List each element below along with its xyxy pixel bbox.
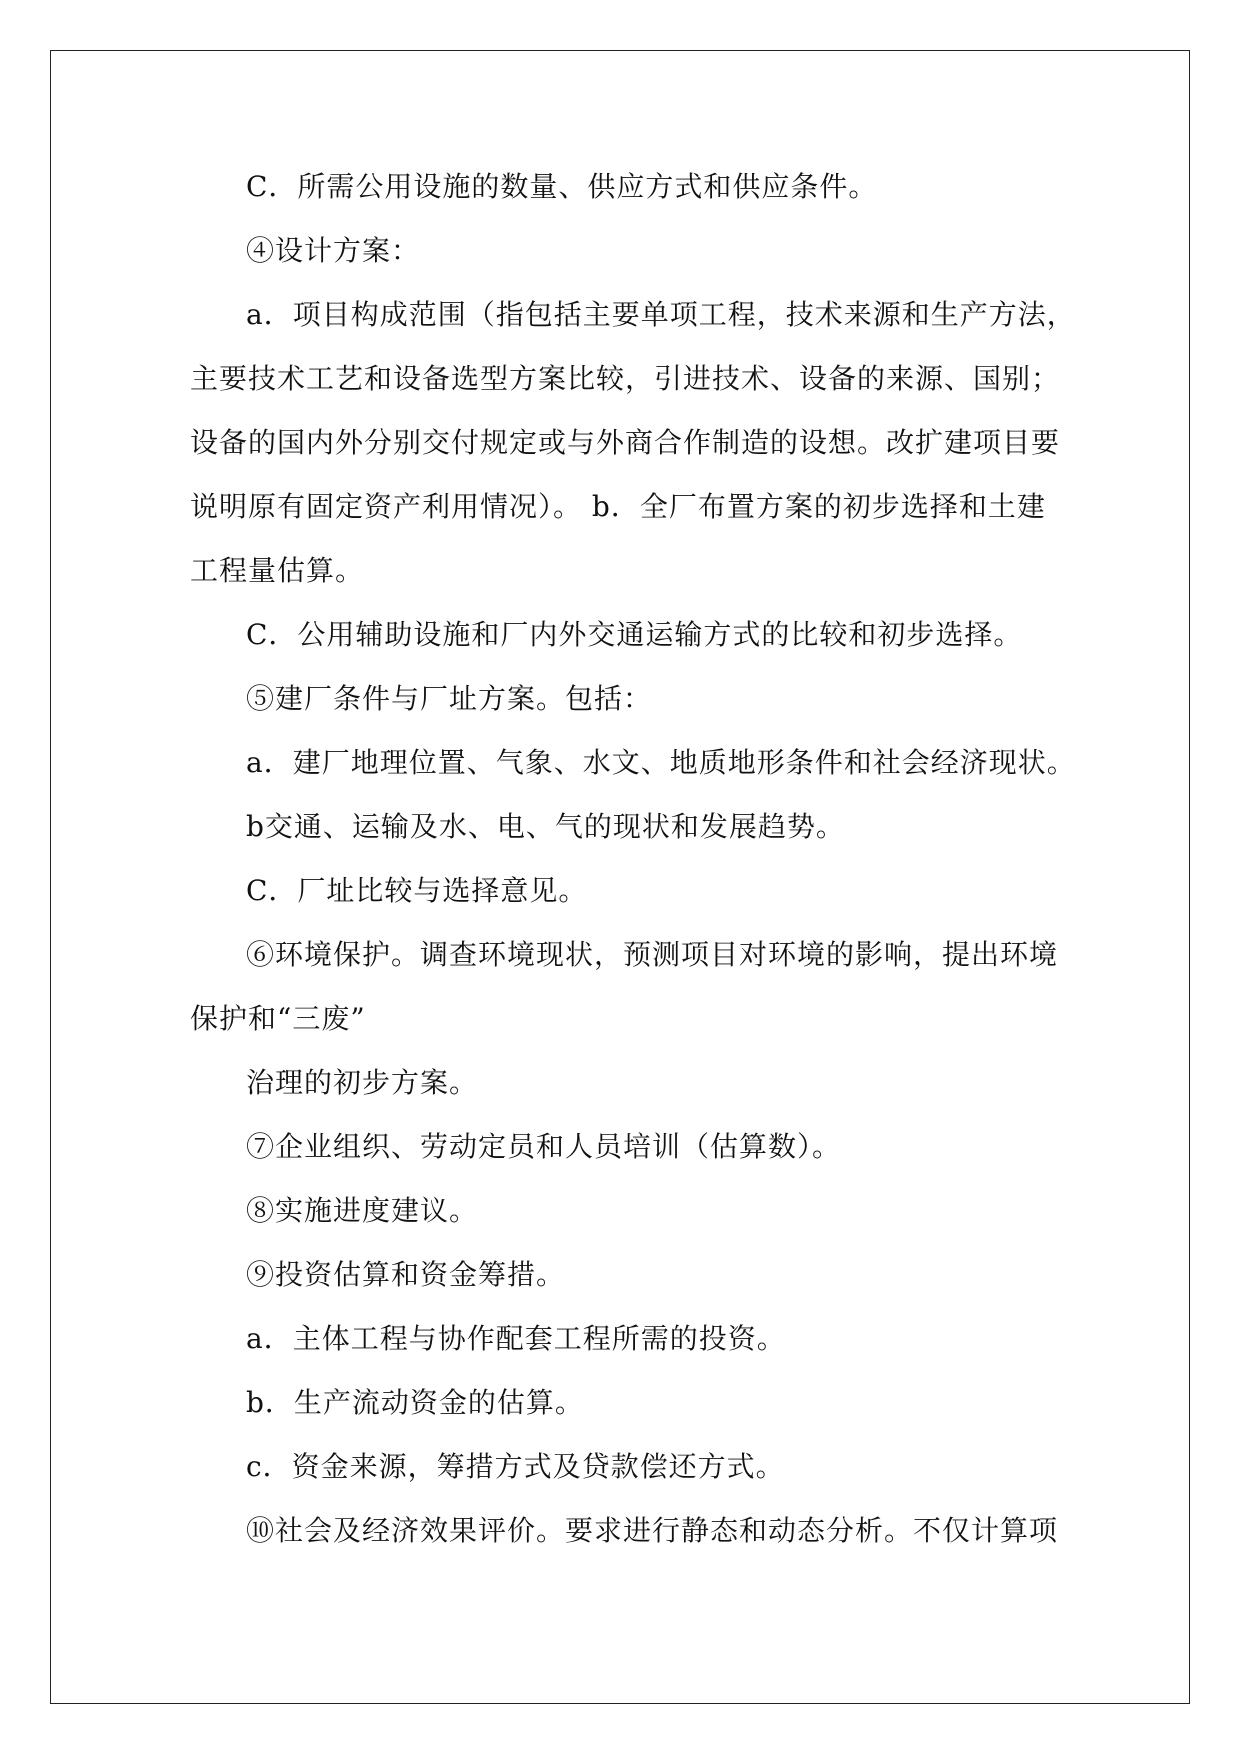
text-line: 说明原有固定资产利用情况）。 b．全厂布置方案的初步选择和土建 <box>190 490 1046 523</box>
text-line: 设备的国内外分别交付规定或与外商合作制造的设想。改扩建项目要 <box>190 426 1061 459</box>
text-line: b．生产流动资金的估算。 <box>246 1386 584 1419</box>
text-line: a．主体工程与协作配套工程所需的投资。 <box>246 1322 786 1355</box>
text-line: ⑩社会及经济效果评价。要求进行静态和动态分析。不仅计算项 <box>246 1514 1059 1547</box>
text-line: 主要技术工艺和设备选型方案比较，引进技术、设备的来源、国别； <box>190 362 1061 395</box>
text-line: a．项目构成范围（指包括主要单项工程，技术来源和生产方法， <box>246 298 1076 331</box>
document-body <box>190 155 1076 1563</box>
text-line: C．厂址比较与选择意见。 <box>246 874 588 907</box>
text-line: c．资金来源，筹措方式及贷款偿还方式。 <box>246 1450 785 1483</box>
text-line: ⑤建厂条件与厂址方案。包括： <box>246 682 653 715</box>
text-line: 工程量估算。 <box>190 554 365 587</box>
text-line: ④设计方案： <box>246 234 421 267</box>
text-line: a．建厂地理位置、气象、水文、地质地形条件和社会经济现状。 <box>246 746 1076 779</box>
text-line: C．公用辅助设施和厂内外交通运输方式的比较和初步选择。 <box>246 618 1023 651</box>
text-line: ⑥环境保护。调查环境现状，预测项目对环境的影响，提出环境 <box>246 938 1059 971</box>
text-line: ⑧实施进度建议。 <box>246 1194 479 1227</box>
text-line: C．所需公用设施的数量、供应方式和供应条件。 <box>246 170 878 203</box>
text-line: 治理的初步方案。 <box>246 1066 479 1099</box>
text-line: ⑦企业组织、劳动定员和人员培训（估算数）。 <box>246 1130 842 1163</box>
text-line: b交通、运输及水、电、气的现状和发展趋势。 <box>246 810 845 843</box>
text-line: ⑨投资估算和资金筹措。 <box>246 1258 566 1291</box>
text-line: 保护和“三废” <box>190 1002 366 1035</box>
